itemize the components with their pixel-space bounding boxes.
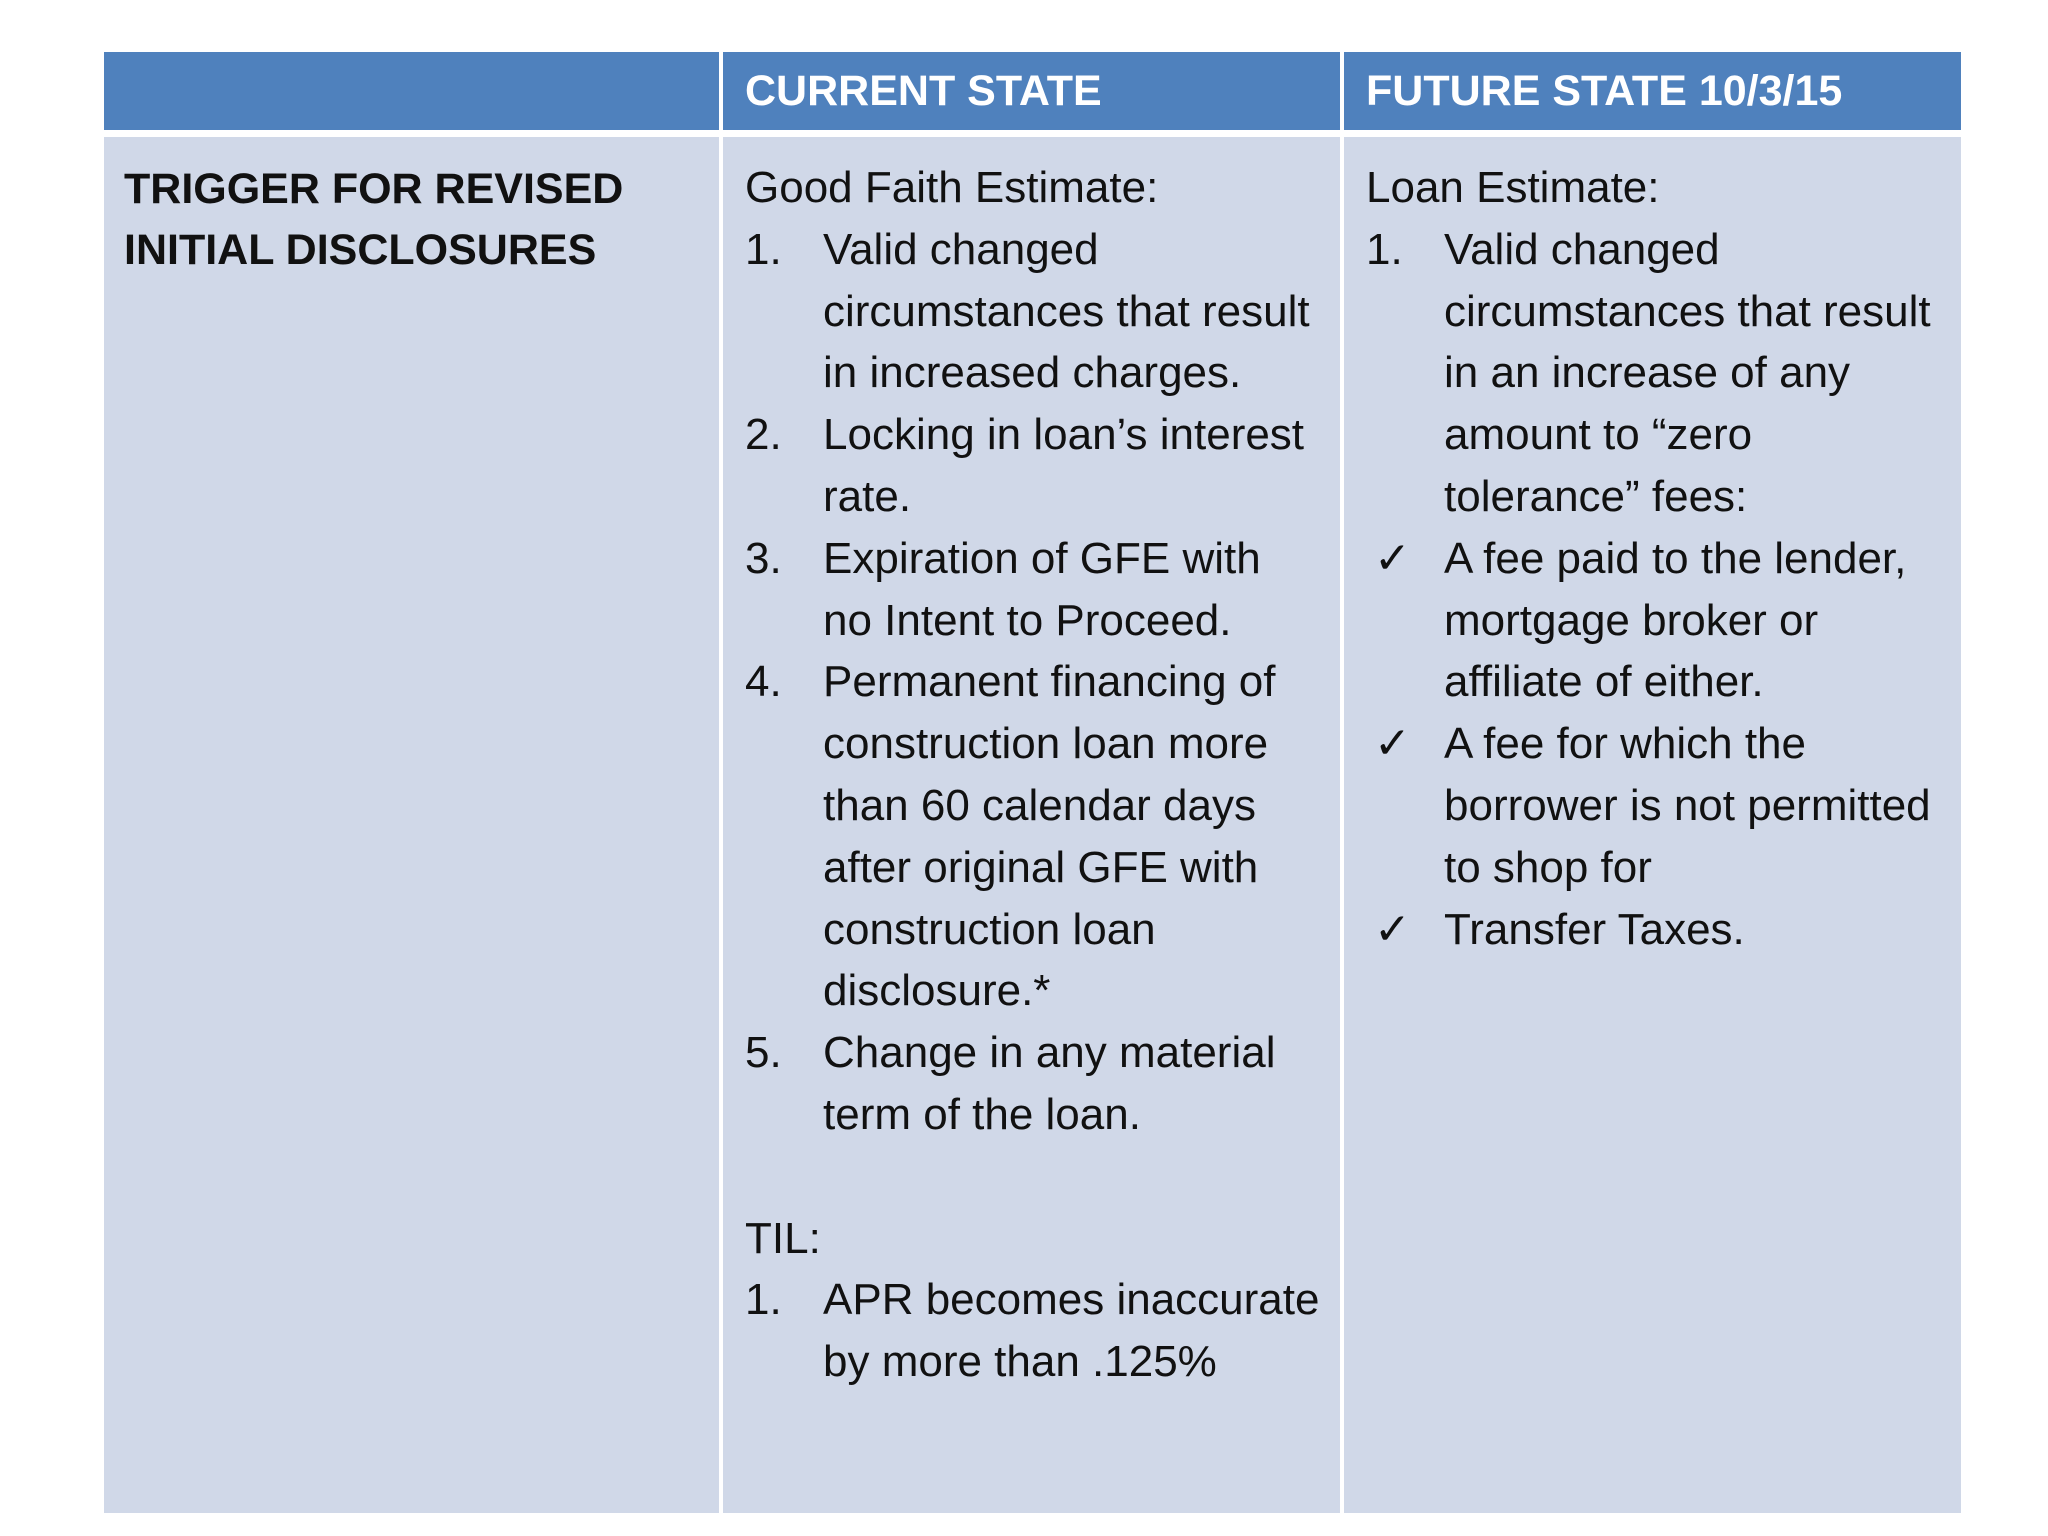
gfe-item (745, 1022, 1320, 1146)
fee-check-item (1366, 899, 1941, 961)
loan-estimate-item-text: Valid changed circumstances that result in an increase of any amount to “zero tolerance” fees: (1444, 224, 1931, 521)
comparison-table (104, 52, 1960, 1513)
checkmark-icon: ✓ (1374, 904, 1411, 954)
fee-check-item (1366, 713, 1941, 898)
loan-estimate-title: Loan Estimate: (1366, 163, 1660, 212)
gfe-item-number: 4. (745, 657, 782, 707)
gfe-item-text: Permanent financing of construction loan more than 60 calendar days after original GFE with construction loan disclosure.* (823, 657, 1276, 1016)
fee-check-item-text: Transfer Taxes. (1444, 904, 1745, 954)
fee-check-item (1366, 528, 1941, 713)
til-list (745, 1269, 1320, 1393)
til-item-text: APR becomes inaccurate by more than .125% (823, 1275, 1320, 1387)
til-item (745, 1269, 1320, 1393)
gfe-item-text: Valid changed circumstances that result in increased charges. (823, 224, 1310, 398)
row-label-trigger: TRIGGER FOR REVISED INITIAL DISCLOSURES (104, 137, 719, 1513)
header-future-state: FUTURE STATE 10/3/15 (1344, 52, 1961, 130)
til-title: TIL: (745, 1213, 821, 1263)
gfe-item (745, 404, 1320, 528)
gfe-item-number: 2. (745, 410, 782, 460)
gfe-item (745, 219, 1320, 404)
gfe-item-text: Expiration of GFE with no Intent to Proceed. (823, 533, 1261, 645)
gfe-item-text: Locking in loan’s interest rate. (823, 410, 1305, 521)
fee-check-item-text: A fee for which the borrower is not permitted to shop for (1444, 719, 1931, 892)
fee-check-item-text: A fee paid to the lender, mortgage broker or affiliate of either. (1444, 533, 1907, 707)
gfe-title: Good Faith Estimate: (745, 163, 1159, 212)
header-cell-empty (104, 52, 719, 130)
header-current-state: CURRENT STATE (723, 52, 1340, 130)
gfe-item (745, 651, 1320, 1022)
checkmark-icon: ✓ (1374, 533, 1411, 583)
gfe-item-number: 1. (745, 224, 782, 274)
loan-estimate-item-number: 1. (1366, 224, 1403, 274)
loan-estimate-item (1366, 219, 1941, 528)
gfe-item-number: 5. (745, 1028, 782, 1078)
gfe-list (745, 219, 1320, 1146)
gfe-item (745, 528, 1320, 652)
til-item-number: 1. (745, 1275, 782, 1325)
gfe-item-text: Change in any material term of the loan. (823, 1028, 1276, 1139)
zero-tolerance-fee-list (1366, 528, 1941, 961)
current-state-cell (723, 137, 1340, 1513)
checkmark-icon: ✓ (1374, 719, 1411, 769)
gfe-item-number: 3. (745, 533, 782, 583)
future-state-cell (1344, 137, 1961, 1513)
loan-estimate-list (1366, 219, 1941, 528)
section-spacer (745, 1146, 1320, 1208)
